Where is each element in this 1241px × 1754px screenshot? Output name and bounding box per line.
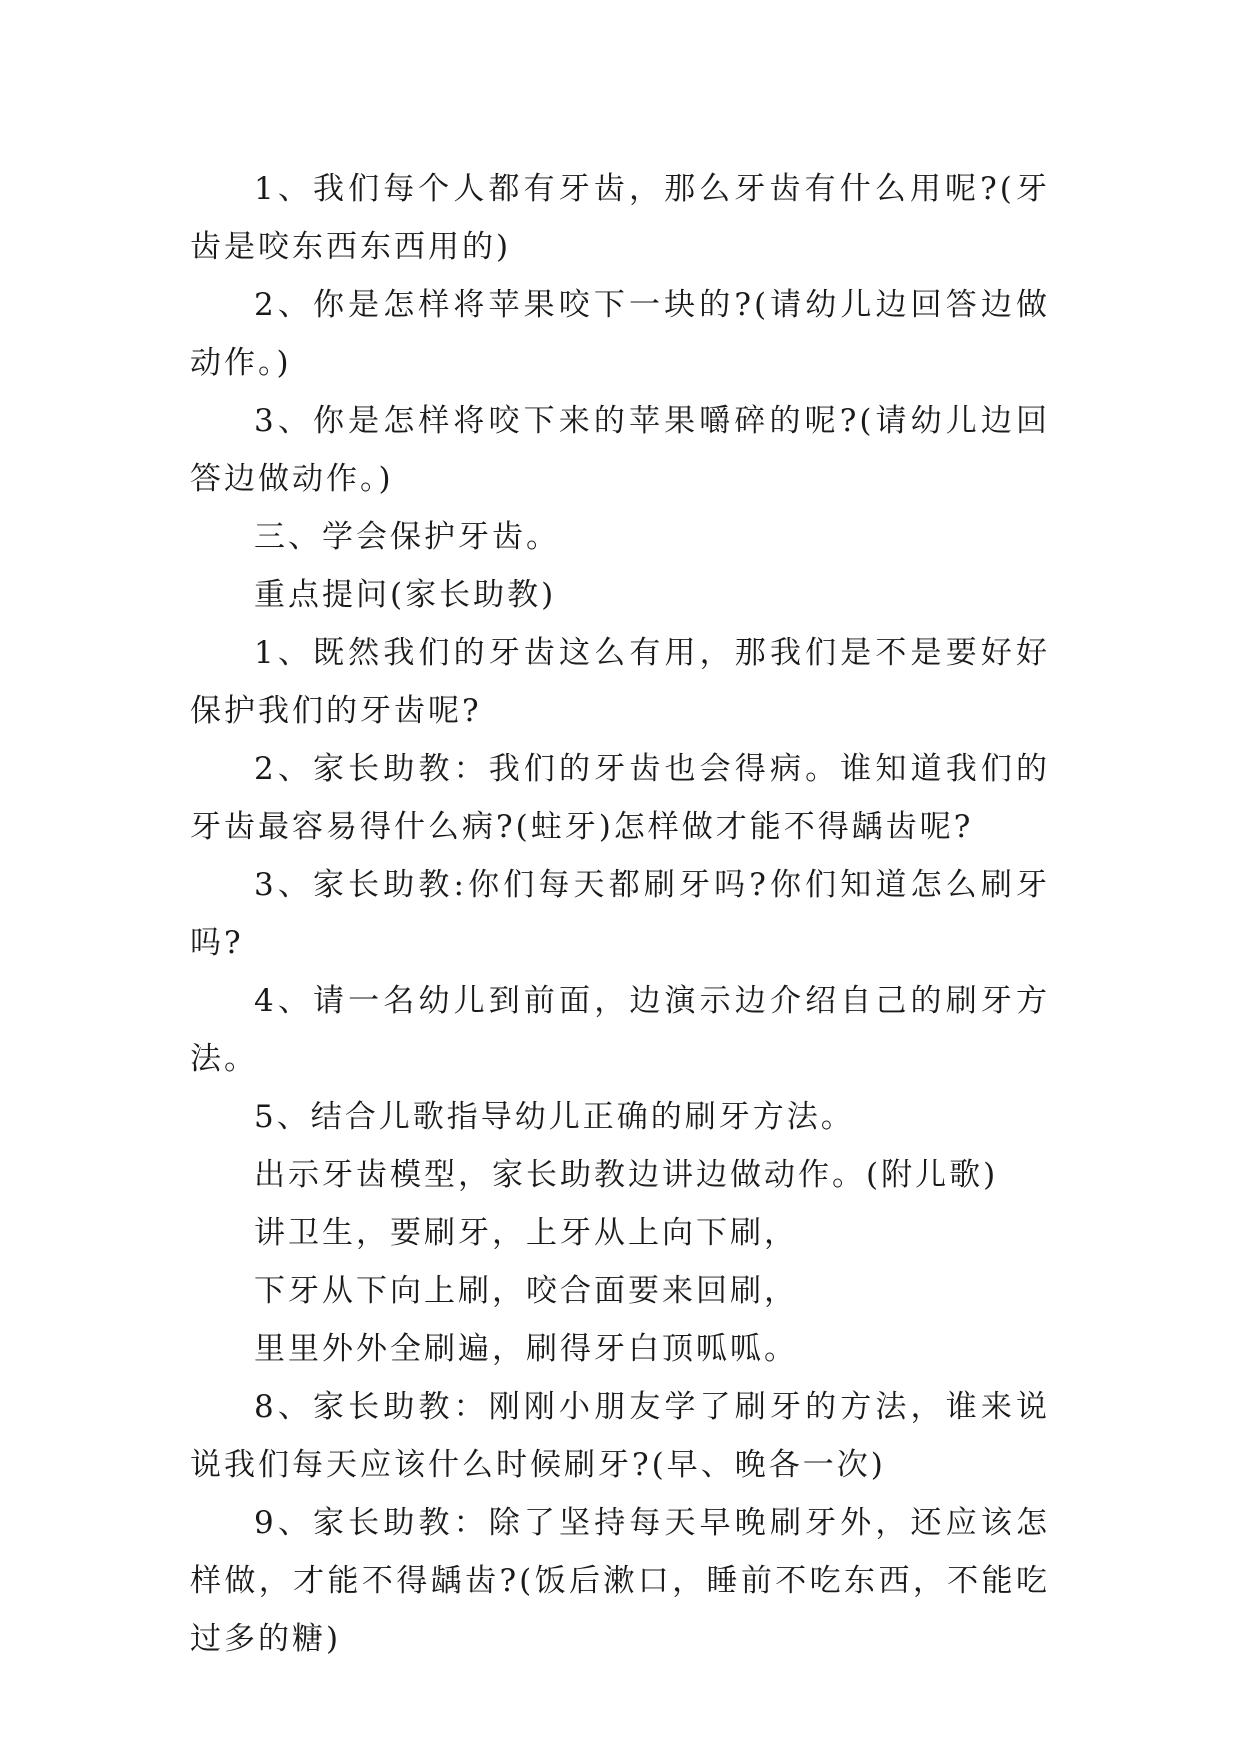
paragraph-protect-8: 8、家长助教：刚刚小朋友学了刷牙的方法，谁来说说我们每天应该什么时候刷牙?(早、晚各一次) — [190, 1389, 1050, 1483]
document-page — [190, 160, 1050, 1668]
paragraph-protect-5: 5、结合儿歌指导幼儿正确的刷牙方法。 — [254, 1099, 855, 1135]
paragraph-show-model: 出示牙齿模型，家长助教边讲边做动作。(附儿歌) — [254, 1157, 999, 1193]
paragraph-protect-9: 9、家长助教：除了坚持每天早晚刷牙外，还应该怎样做，才能不得龋齿?(饭后漱口，睡前不吃东西，不能吃过多的糖) — [190, 1505, 1050, 1657]
song-line-1: 讲卫生，要刷牙，上牙从上向下刷， — [254, 1215, 798, 1251]
paragraph-question-3: 3、你是怎样将咬下来的苹果嚼碎的呢?(请幼儿边回答边做动作。) — [190, 403, 1050, 497]
song-line-3: 里里外外全刷遍，刷得牙白顶呱呱。 — [254, 1331, 798, 1367]
paragraph-protect-1: 1、既然我们的牙齿这么有用，那我们是不是要好好保护我们的牙齿呢? — [190, 635, 1050, 729]
paragraph-key-questions: 重点提问(家长助教) — [254, 577, 557, 613]
paragraph-protect-2: 2、家长助教：我们的牙齿也会得病。谁知道我们的牙齿最容易得什么病?(蛀牙)怎样做才能不得龋齿呢? — [190, 751, 1050, 845]
song-line-2: 下牙从下向上刷，咬合面要来回刷， — [254, 1273, 798, 1309]
paragraph-protect-4: 4、请一名幼儿到前面，边演示边介绍自己的刷牙方法。 — [190, 983, 1050, 1077]
paragraph-question-2: 2、你是怎样将苹果咬下一块的?(请幼儿边回答边做动作。) — [190, 287, 1050, 381]
paragraph-protect-3: 3、家长助教:你们每天都刷牙吗?你们知道怎么刷牙吗? — [190, 867, 1050, 961]
section-heading-protect-teeth: 三、学会保护牙齿。 — [254, 519, 560, 555]
paragraph-question-1: 1、我们每个人都有牙齿，那么牙齿有什么用呢?(牙齿是咬东西东西用的) — [190, 171, 1050, 265]
